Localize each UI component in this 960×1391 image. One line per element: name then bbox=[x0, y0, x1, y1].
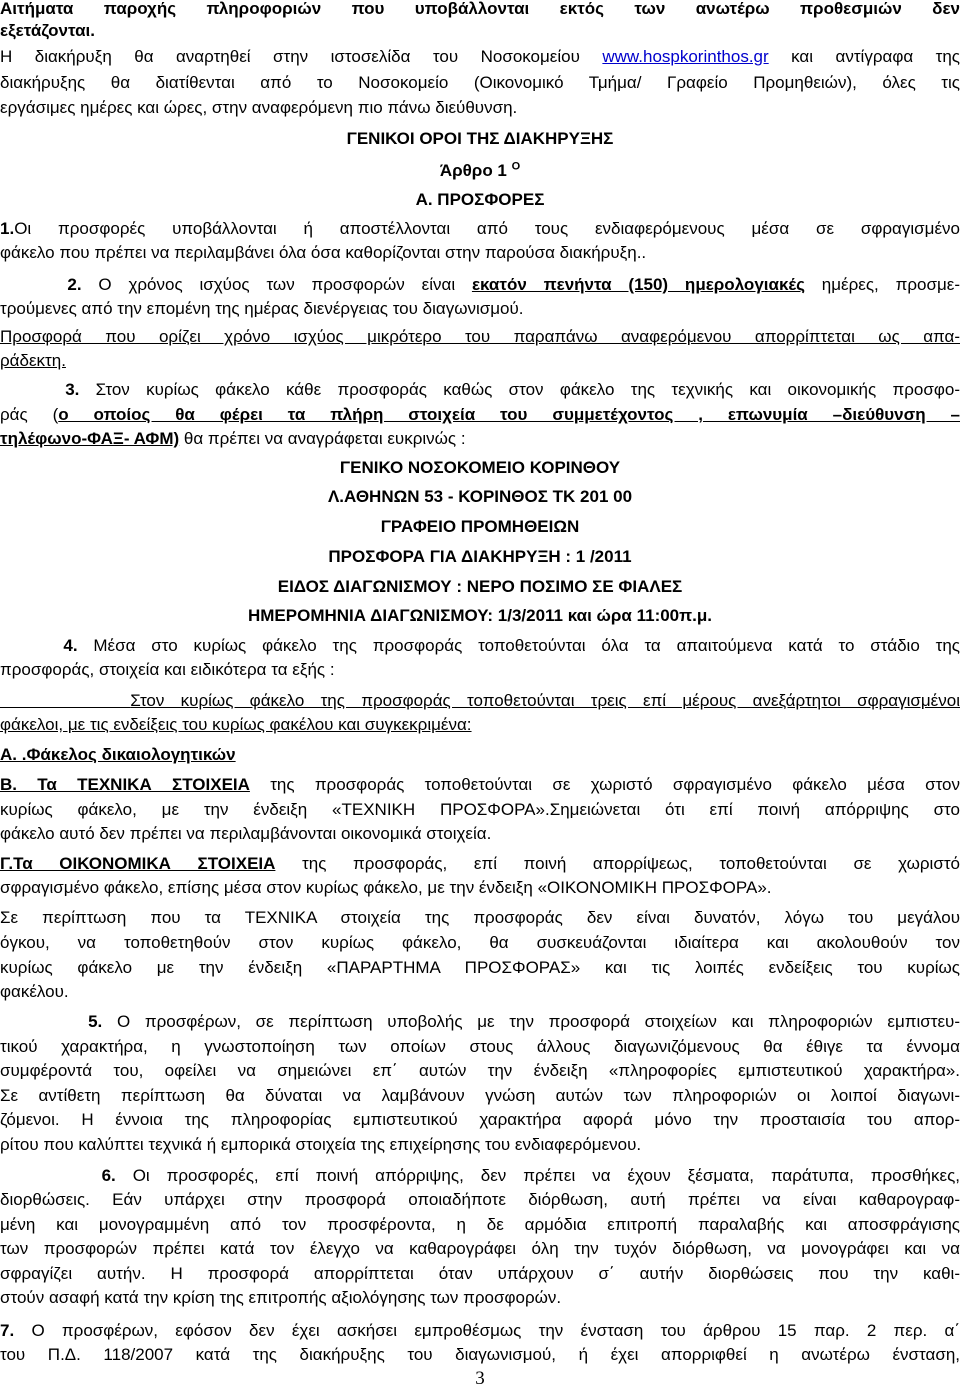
text-line: 1.Οι προσφορές υποβάλλονται ή αποστέλλονται από τους ενδιαφερόμενους μέσα σε σφραγισμένο bbox=[0, 219, 960, 238]
address-line: ΓΡΑΦΕΙΟ ΠΡΟΜΗΘΕΙΩΝ bbox=[380, 517, 580, 536]
text-line: σφραγίζει αυτήν. Η προσφορά απορρίπτεται όταν υπάρχουν σ΄ αυτήν διορθώσεις που την καθι- bbox=[0, 1264, 960, 1283]
text-line: Σε περίπτωση που τα ΤΕΧΝΙΚΑ στοιχεία της προσφοράς δεν είναι δυνατόν, λόγω του μεγάλου bbox=[0, 908, 960, 927]
text-line: 3. Στον κυρίως φάκελο κάθε προσφοράς καθώς στον φάκελο της τεχνικής και οικονομικής προσφο- bbox=[65, 380, 960, 399]
text-line: φάκελο που πρέπει να περιλαμβάνει όλα όσα καθορίζονται στην παρούσα διακήρυξη.. bbox=[0, 243, 647, 262]
text-line: Η διακήρυξη θα αναρτηθεί στην ιστοσελίδα του Νοσοκομείου www.hospkorinthos.gr και αντίγραφα της bbox=[0, 47, 960, 66]
text-line: εργάσιμες ημέρες και ώρες, στην αναφερόμενη πιο πάνω διεύθυνση. bbox=[0, 98, 518, 117]
section-a-heading: Α. .Φάκελος δικαιολογητικών bbox=[0, 745, 236, 764]
address-line: ΓΕΝΙΚΟ ΝΟΣΟΚΟΜΕΙΟ ΚΟΡΙΝΘΟΥ bbox=[339, 458, 621, 477]
address-line: Λ.ΑΘΗΝΩΝ 53 - ΚΟΡΙΝΘΟΣ ΤΚ 201 00 bbox=[327, 487, 633, 506]
text-line: όγκου, να τοποθετηθούν στον κυρίως φάκελο, θα συσκευάζονται ιδιαίτερα και ακολουθούν τον bbox=[0, 933, 960, 952]
text-line: φάκελοι, με τις ενδείξεις του κυρίως φακέλου και συγκεκριμένα: bbox=[0, 715, 472, 734]
address-line: ΗΜΕΡΟΜΗΝΙΑ ΔΙΑΓΩΝΙΣΜΟΥ: 1/3/2011 και ώρα 11:00π.μ. bbox=[247, 606, 712, 625]
website-link[interactable]: www.hospkorinthos.gr bbox=[602, 47, 769, 66]
address-line: ΕΙΔΟΣ ΔΙΑΓΩΝΙΣΜΟΥ : ΝΕΡΟ ΠΟΣΙΜΟ ΣΕ ΦΙΑΛΕΣ bbox=[277, 577, 683, 596]
text-line: τικού χαρακτήρα, η γνωστοποίηση των οποίων στους άλλους διαγωνιζόμενους θα έθιγε τα έννομα bbox=[0, 1037, 960, 1056]
address-line: ΠΡΟΣΦΟΡΑ ΓΙΑ ΔΙΑΚΗΡΥΞΗ : 1 /2011 bbox=[328, 547, 632, 566]
text-line: ράς (ο οποίος θα φέρει τα πλήρη στοιχεία του συμμετέχοντος , επωνυμία –διεύθυνση – bbox=[0, 405, 960, 424]
text-line: Στον κυρίως φάκελο της προσφοράς τοποθετούνται τρεις επί μέρους ανεξάρτητοι σφραγισμένοι bbox=[130, 691, 960, 710]
subsection-heading: Α. ΠΡΟΣΦΟΡΕΣ bbox=[415, 190, 545, 209]
text-line: Προσφορά που ορίζει χρόνο ισχύος μικρότερο του παραπάνω αναφερόμενου απορρίπτεται ως απα- bbox=[0, 327, 960, 346]
text-line: 7. Ο προσφέρων, εφόσον δεν έχει ασκήσει εμπροθέσμως την ένσταση του άρθρου 15 παρ. 2 περ. α΄ bbox=[0, 1321, 960, 1340]
text-line: κυρίως φάκελο με την ένδειξη «ΠΑΡΑΡΤΗΜΑ ΠΡΟΣΦΟΡΑΣ» και τις λοιπές ενδείξεις του κυρίως bbox=[0, 958, 960, 977]
text-line: φάκελο αυτό δεν πρέπει να περιλαμβάνονται οικονομικά στοιχεία. bbox=[0, 824, 492, 843]
text-line: 2. Ο χρόνος ισχύος των προσφορών είναι εκατόν πενήντα (150) ημερολογιακές ημέρες, προσμε- bbox=[67, 275, 960, 294]
text-line: ρίτου που καλύπτει τεχνικά ή εμπορικά στοιχεία της επιχείρησης του ενδιαφερόμενου. bbox=[0, 1135, 642, 1154]
text-line: φακέλου. bbox=[0, 982, 69, 1001]
text-line: τηλέφωνο-ΦΑΞ- ΑΦΜ) θα πρέπει να αναγράφεται ευκρινώς : bbox=[0, 429, 466, 448]
text-line: συμφέροντά του, οφείλει να σημειώνει επ΄ αυτών την ένδειξη «πληροφορίες εμπιστευτικού χαρακτήρα». bbox=[0, 1061, 960, 1080]
text-line: ζόμενοι. Η έννοια της πληροφορίας εμπιστευτικού χαρακτήρα αφορά μόνο την προσταισία του απορ- bbox=[0, 1110, 960, 1129]
text-line: σφραγισμένο φάκελο, επίσης μέσα στον κυρίως φάκελο, με την ένδειξη «ΟΙΚΟΝΟΜΙΚΗ ΠΡΟΣΦΟΡΑ». bbox=[0, 878, 772, 897]
article-heading: Άρθρο 1 $^O$ bbox=[439, 160, 521, 180]
text-line: 5. Ο προσφέρων, σε περίπτωση υποβολής με την προσφορά στοιχείων και πληροφοριών εμπιστευ- bbox=[88, 1012, 960, 1031]
text-line: 6. Οι προσφορές, επί ποινή απόρριψης, δεν πρέπει να έχουν ξέσματα, παράτυπα, προσθήκες, bbox=[101, 1166, 960, 1185]
text-line: ράδεκτη. bbox=[0, 351, 66, 370]
text-line: 4. Μέσα στο κυρίως φάκελο της προσφοράς τοποθετούνται όλα τα απαιτούμενα κατά το στάδιο της bbox=[63, 636, 960, 655]
text-line: διακήρυξης θα διατίθενται από το Νοσοκομείο (Οικονομικό Τμήμα/ Γραφείο Προμηθειών), όλες τις bbox=[0, 73, 960, 92]
text-line: διορθώσεις. Εάν υπάρχει στην προσφορά οποιαδήποτε διόρθωση, αυτή πρέπει να είναι καθαρογραφ- bbox=[0, 1190, 960, 1209]
page-number: 3 bbox=[475, 1368, 485, 1389]
text-line: στούν ασαφή κατά την κρίση της επιτροπής αξιολόγησης των προσφορών. bbox=[0, 1288, 562, 1307]
text-line: κυρίως φάκελο, με την ένδειξη «ΤΕΧΝΙΚΗ ΠΡΟΣΦΟΡΑ».Σημειώνεται ότι επί ποινή απόρριψης στο bbox=[0, 800, 960, 819]
text-line: εξετάζονται. bbox=[0, 21, 95, 40]
section-heading: ΓΕΝΙΚΟΙ ΟΡΟΙ ΤΗΣ ΔΙΑΚΗΡΥΞΗΣ bbox=[346, 129, 614, 148]
text-line: Γ.Τα ΟΙΚΟΝΟΜΙΚΑ ΣΤΟΙΧΕΙΑ της προσφοράς, επί ποινή απορρίψεως, τοποθετούνται σε χωριστό bbox=[0, 854, 960, 873]
text-line: Β. Τα ΤΕΧΝΙΚΑ ΣΤΟΙΧΕΙΑ της προσφοράς τοποθετούνται σε χωριστό σφραγισμένο φάκελο μέσα στον bbox=[0, 775, 960, 794]
text-line: τρούμενες από την επομένη της ημέρας διενέργειας του διαγωνισμού. bbox=[0, 299, 524, 318]
text-line: προσφοράς, στοιχεία και ειδικότερα τα εξής : bbox=[0, 660, 335, 679]
text-line: του Π.Δ. 118/2007 κατά της διακήρυξης του διαγωνισμού, ή έχει απορριφθεί η ανωτέρω ένσταση, bbox=[0, 1345, 960, 1364]
text-line: Αιτήματα παροχής πληροφοριών που υποβάλλονται εκτός των ανωτέρω προθεσμιών δεν bbox=[0, 0, 960, 18]
text-line: μένη και μονογραμμένη από τον προσφέροντα, η δε αρμόδια επιτροπή παραλαβής και αποσφράγισης bbox=[0, 1215, 960, 1234]
text-line: Σε αντίθετη περίπτωση θα δύναται να λαμβάνουν γνώση αυτών των πληροφοριών οι λοιποί διαγωνι- bbox=[0, 1086, 960, 1105]
text-line: των προσφορών πρέπει κατά τον έλεγχο να καθαρογράφει όλη την τυχόν διόρθωση, να μονογράφει και να bbox=[0, 1239, 960, 1258]
